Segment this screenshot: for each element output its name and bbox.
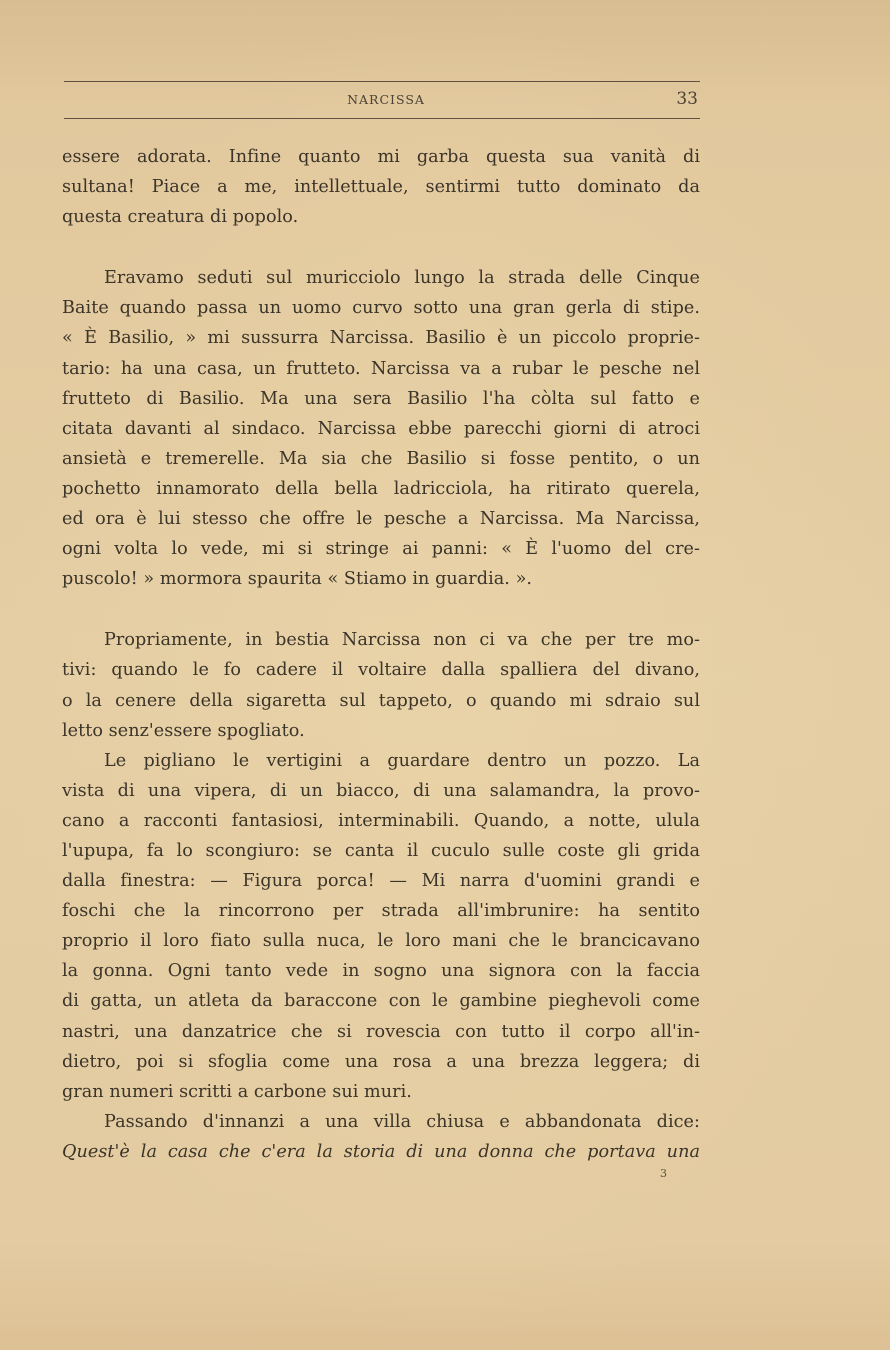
paragraph-2 xyxy=(62,263,700,594)
text-line: frutteto di Basilio. Ma una sera Basilio l'ha còlta sul fatto e xyxy=(62,388,700,409)
text-line: sultana! Piace a me, intellettuale, sentirmi tutto dominato da xyxy=(62,177,700,198)
signature-mark: 3 xyxy=(660,1167,667,1180)
body-text xyxy=(62,142,700,1167)
text-line: essere adorata. Infine quanto mi garba questa sua vanità di xyxy=(62,147,700,167)
text-line: la gonna. Ogni tanto vede in sogno una signora con la faccia xyxy=(62,961,700,982)
text-line: Passando d'innanzi a una villa chiusa e abbandonata dice: xyxy=(104,1111,700,1132)
paragraph-4 xyxy=(62,746,700,1107)
page-number: 33 xyxy=(676,89,698,109)
paragraph-gap xyxy=(62,232,700,263)
paragraph-3 xyxy=(62,625,700,745)
text-line: foschi che la rincorrono per strada all'imbrunire: ha sentito xyxy=(62,901,700,922)
text-line: pochetto innamorato della bella ladricciola, ha ritirato querela, xyxy=(62,478,700,499)
paragraph-5 xyxy=(62,1107,700,1167)
text-line: ed ora è lui stesso che offre le pesche a Narcissa. Ma Narcissa, xyxy=(62,509,700,530)
text-line: puscolo! » mormora spaurita « Stiamo in guardia. ». xyxy=(62,569,533,590)
running-head xyxy=(64,89,700,111)
text-line: tivi: quando le fo cadere il voltaire dalla spalliera del divano, xyxy=(62,660,700,681)
text-line: proprio il loro fiato sulla nuca, le loro mani che le brancicavano xyxy=(62,931,700,952)
header-rule-bottom xyxy=(64,118,700,119)
text-line: o la cenere della sigaretta sul tappeto, o quando mi sdraio sul xyxy=(62,690,700,711)
text-line: ansietà e tremerelle. Ma sia che Basilio si fosse pentito, o un xyxy=(62,448,700,469)
text-line: Propriamente, in bestia Narcissa non ci va che per tre mo- xyxy=(104,630,700,651)
text-line: dietro, poi si sfoglia come una rosa a una brezza leggera; di xyxy=(62,1051,700,1072)
text-line: Eravamo seduti sul muricciolo lungo la strada delle Cinque xyxy=(104,268,700,289)
text-line: « È Basilio, » mi sussurra Narcissa. Basilio è un piccolo proprie- xyxy=(62,328,700,349)
text-line: citata davanti al sindaco. Narcissa ebbe parecchi giorni di atroci xyxy=(62,418,700,439)
running-title: NARCISSA xyxy=(347,92,425,107)
text-line: Le pigliano le vertigini a guardare dentro un pozzo. La xyxy=(104,750,700,771)
text-line: cano a racconti fantasiosi, interminabili. Quando, a notte, ulula xyxy=(62,810,700,831)
text-line: nastri, una danzatrice che si rovescia con tutto il corpo all'in- xyxy=(62,1021,700,1042)
text-line: tario: ha una casa, un frutteto. Narcissa va a rubar le pesche nel xyxy=(62,358,700,379)
paragraph-1 xyxy=(62,142,700,232)
text-line: vista di una vipera, di un biacco, di una salamandra, la provo- xyxy=(62,780,700,801)
text-line: ogni volta lo vede, mi si stringe ai panni: « È l'uomo del cre- xyxy=(62,539,700,560)
text-line: questa creatura di popolo. xyxy=(62,207,299,228)
text-line: dalla finestra: — Figura porca! — Mi narra d'uomini grandi e xyxy=(62,871,700,892)
text-line: Baite quando passa un uomo curvo sotto una gran gerla di stipe. xyxy=(62,298,700,319)
text-line: letto senz'essere spogliato. xyxy=(62,720,305,741)
paragraph-gap xyxy=(62,594,700,625)
header-rule-top xyxy=(64,81,700,82)
text-line-italic: Quest'è la casa che c'era la storia di una donna che portava una xyxy=(62,1141,700,1162)
text-line: gran numeri scritti a carbone sui muri. xyxy=(62,1081,412,1102)
text-line: l'upupa, fa lo scongiuro: se canta il cuculo sulle coste gli grida xyxy=(62,840,700,861)
text-line: di gatta, un atleta da baraccone con le gambine pieghevoli come xyxy=(62,991,700,1012)
